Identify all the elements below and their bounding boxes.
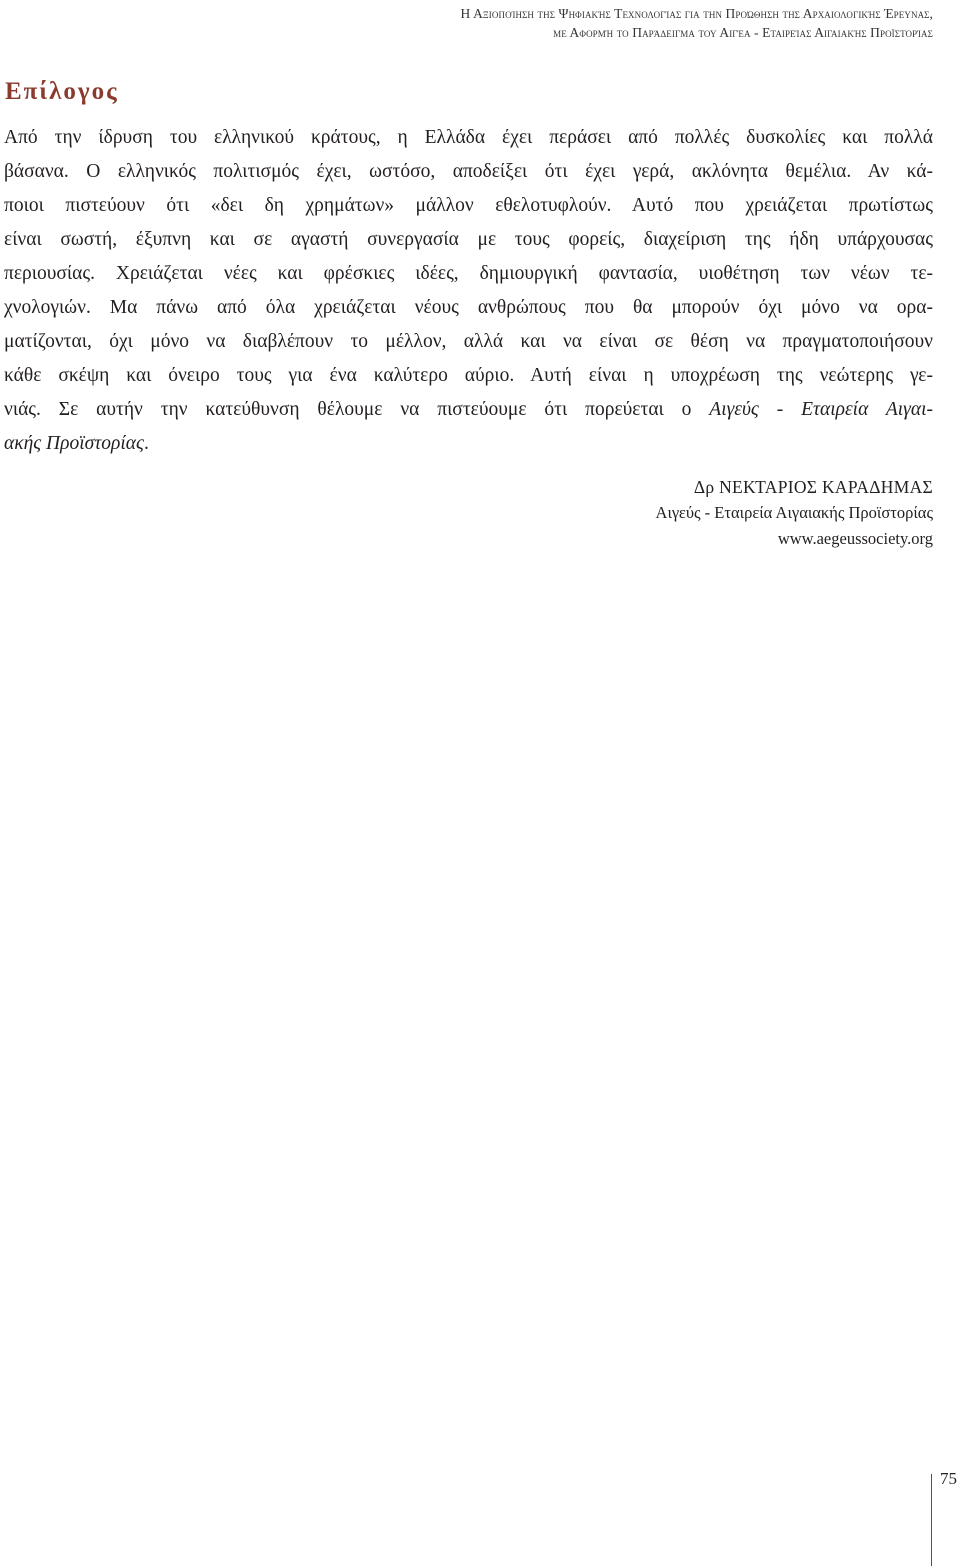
body-line: είναι σωστή, έξυπνη και σε αγαστή συνεργασία με τους φορείς, διαχείριση της ήδη υπάρχουσας bbox=[4, 229, 933, 250]
body-line: περιουσίας. Χρειάζεται νέες και φρέσκιες ιδέες, δημιουργική φαντασία, υιοθέτηση των νέων τε- bbox=[4, 263, 933, 284]
running-header-line-2: με Αφορμή το Παράδειγμα του Αιγέα - Εταιρείας Αιγαιακής Προϊστορίας bbox=[553, 25, 933, 40]
society-name-italic: Αιγεύς - Εταιρεία Αιγαι- bbox=[709, 399, 933, 420]
body-text-run: νιάς. Σε αυτήν την κατεύθυνση θέλουμε να πιστεύουμε ότι πορεύεται ο bbox=[4, 399, 710, 420]
body-line: Από την ίδρυση του ελληνικού κράτους, η Ελλάδα έχει περάσει από πολλές δυσκολίες και πολλά bbox=[4, 127, 933, 148]
body-line: χνολογιών. Μα πάνω από όλα χρειάζεται νέους ανθρώπους που θα μπορούν όχι μόνο να ορα- bbox=[4, 297, 933, 318]
body-line bbox=[4, 427, 933, 461]
section-title: Επίλογος bbox=[5, 78, 119, 105]
body-text-run: . bbox=[143, 433, 149, 454]
signature-block bbox=[656, 474, 933, 552]
page-number: 75 bbox=[940, 1469, 957, 1488]
running-header-line-1: Η Αξιοποίηση της Ψηφιακής Τεχνολογίας για την Προώθηση της Αρχαιολογικής Έρευνας, bbox=[460, 6, 933, 21]
body-line: κάθε σκέψη και όνειρο τους για ένα καλύτερο αύριο. Αυτή είναι η υποχρέωση της νεώτερης γε- bbox=[4, 365, 933, 386]
body-paragraph bbox=[4, 121, 933, 461]
page-number-divider bbox=[931, 1474, 932, 1566]
society-name-italic-end: ακής Προϊστορίας bbox=[4, 433, 144, 454]
organization-website: www.aegeussociety.org bbox=[777, 529, 933, 548]
author-organization: Αιγεύς - Εταιρεία Αιγαιακής Προϊστορίας bbox=[655, 503, 933, 522]
author-name: Δρ ΝΕΚΤΑΡΙΟΣ ΚΑΡΑΔΗΜΑΣ bbox=[693, 477, 933, 497]
body-line bbox=[4, 393, 933, 427]
body-line: βάσανα. Ο ελληνικός πολιτισμός έχει, ωστόσο, αποδείξει ότι έχει γερά, ακλόνητα θεμέλια. Αν κά- bbox=[4, 161, 933, 182]
body-line: ποιοι πιστεύουν ότι «δει δη χρημάτων» μάλλον εθελοτυφλούν. Αυτό που χρειάζεται πρωτίστως bbox=[4, 195, 933, 216]
running-header bbox=[460, 4, 933, 42]
body-line: ματίζονται, όχι μόνο να διαβλέπουν το μέλλον, αλλά και να είναι σε θέση να πραγματοποιήσουν bbox=[4, 331, 933, 352]
